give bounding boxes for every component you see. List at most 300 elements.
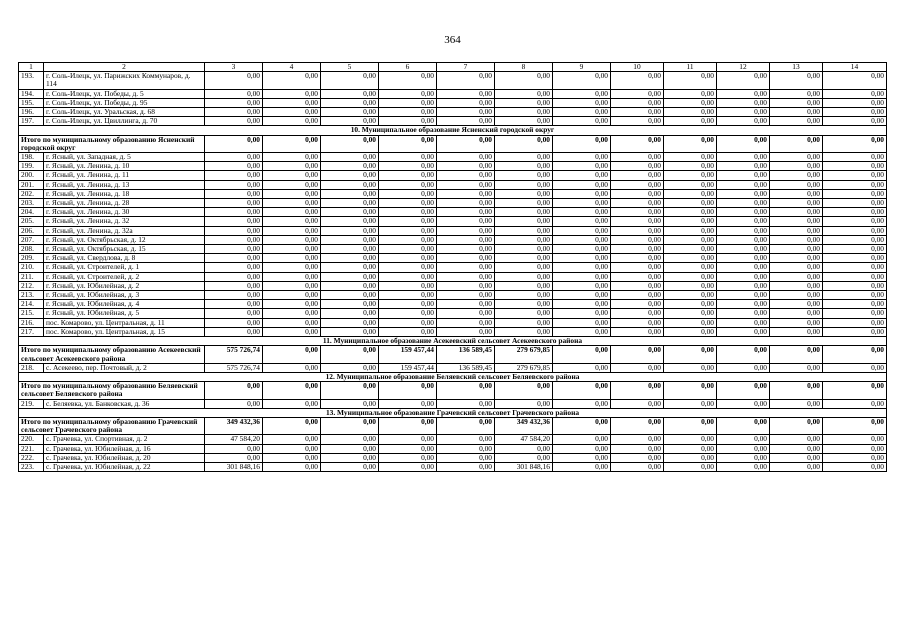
- value-cell: 0,00: [263, 117, 321, 126]
- address-cell: с. Грачевка, ул. Юбилейная, д. 22: [44, 462, 205, 471]
- value-cell: 0,00: [823, 346, 887, 363]
- total-label: Итого по муниципальному образованию Асекеевский сельсовет Асекеевского района: [19, 346, 205, 363]
- value-cell: 47 584,20: [495, 435, 553, 444]
- value-cell: 0,00: [611, 346, 664, 363]
- value-cell: 0,00: [770, 453, 823, 462]
- value-cell: 0,00: [717, 281, 770, 290]
- value-cell: 0,00: [553, 327, 611, 336]
- value-cell: 0,00: [717, 399, 770, 408]
- value-cell: 0,00: [823, 435, 887, 444]
- value-cell: 0,00: [717, 254, 770, 263]
- value-cell: 0,00: [611, 399, 664, 408]
- address-cell: с. Грачевка, ул. Спортивная, д. 2: [44, 435, 205, 444]
- value-cell: 0,00: [263, 263, 321, 272]
- value-cell: 0,00: [263, 291, 321, 300]
- row-number: 222.: [19, 453, 44, 462]
- value-cell: 301 848,16: [205, 462, 263, 471]
- value-cell: 0,00: [437, 108, 495, 117]
- value-cell: 0,00: [717, 117, 770, 126]
- table-row: [19, 226, 887, 235]
- value-cell: 0,00: [611, 98, 664, 107]
- value-cell: 0,00: [770, 444, 823, 453]
- value-cell: 0,00: [495, 180, 553, 189]
- value-cell: 0,00: [611, 108, 664, 117]
- value-cell: 0,00: [379, 89, 437, 98]
- value-cell: 0,00: [770, 199, 823, 208]
- value-cell: 0,00: [664, 217, 717, 226]
- col-header-2: 2: [44, 63, 205, 72]
- page-number: 364: [444, 34, 461, 46]
- value-cell: 0,00: [611, 153, 664, 162]
- value-cell: 0,00: [553, 135, 611, 152]
- header-row: [19, 63, 887, 72]
- row-number: 203.: [19, 199, 44, 208]
- row-number: 197.: [19, 117, 44, 126]
- value-cell: 0,00: [495, 254, 553, 263]
- value-cell: 0,00: [664, 89, 717, 98]
- value-cell: 0,00: [611, 444, 664, 453]
- table-row: [19, 462, 887, 471]
- value-cell: 0,00: [205, 318, 263, 327]
- total-label: Итого по муниципальному образованию Ясненский городской округ: [19, 135, 205, 152]
- value-cell: 0,00: [379, 226, 437, 235]
- value-cell: 0,00: [611, 417, 664, 434]
- value-cell: 0,00: [205, 226, 263, 235]
- value-cell: 0,00: [717, 346, 770, 363]
- value-cell: 0,00: [437, 162, 495, 171]
- value-cell: 0,00: [717, 189, 770, 198]
- value-cell: 0,00: [717, 382, 770, 399]
- value-cell: 0,00: [770, 235, 823, 244]
- col-header-9: 9: [553, 63, 611, 72]
- value-cell: 0,00: [263, 226, 321, 235]
- value-cell: 0,00: [437, 417, 495, 434]
- value-cell: 0,00: [823, 135, 887, 152]
- value-cell: 279 679,85: [495, 363, 553, 372]
- value-cell: 0,00: [823, 217, 887, 226]
- value-cell: 0,00: [717, 309, 770, 318]
- value-cell: 0,00: [379, 153, 437, 162]
- value-cell: 0,00: [379, 245, 437, 254]
- row-number: 201.: [19, 180, 44, 189]
- row-number: 202.: [19, 189, 44, 198]
- col-header-1: 1: [19, 63, 44, 72]
- section-row: [19, 337, 887, 346]
- value-cell: 0,00: [205, 180, 263, 189]
- total-row: [19, 382, 887, 399]
- value-cell: 159 457,44: [379, 363, 437, 372]
- section-row: [19, 372, 887, 381]
- table-row: [19, 180, 887, 189]
- value-cell: 0,00: [553, 382, 611, 399]
- value-cell: 0,00: [495, 89, 553, 98]
- value-cell: 0,00: [437, 199, 495, 208]
- value-cell: 0,00: [770, 300, 823, 309]
- value-cell: 0,00: [664, 117, 717, 126]
- value-cell: 0,00: [263, 199, 321, 208]
- value-cell: 0,00: [664, 281, 717, 290]
- value-cell: 0,00: [495, 444, 553, 453]
- value-cell: 0,00: [664, 162, 717, 171]
- value-cell: 0,00: [321, 208, 379, 217]
- value-cell: 0,00: [263, 318, 321, 327]
- section-row: [19, 408, 887, 417]
- section-title: 11. Муниципальное образование Асекеевский сельсовет Асекеевского района: [19, 337, 887, 346]
- value-cell: 0,00: [437, 189, 495, 198]
- value-cell: 0,00: [321, 180, 379, 189]
- value-cell: 0,00: [379, 162, 437, 171]
- value-cell: 0,00: [379, 444, 437, 453]
- value-cell: 0,00: [770, 382, 823, 399]
- address-cell: г. Ясный, ул. Свердлова, д. 8: [44, 254, 205, 263]
- table-row: [19, 327, 887, 336]
- value-cell: 0,00: [437, 318, 495, 327]
- value-cell: 0,00: [263, 444, 321, 453]
- value-cell: 0,00: [379, 435, 437, 444]
- value-cell: 0,00: [495, 98, 553, 107]
- value-cell: 575 726,74: [205, 363, 263, 372]
- value-cell: 0,00: [664, 199, 717, 208]
- value-cell: 0,00: [263, 281, 321, 290]
- value-cell: 0,00: [770, 135, 823, 152]
- row-number: 213.: [19, 291, 44, 300]
- value-cell: 0,00: [495, 281, 553, 290]
- value-cell: 0,00: [437, 291, 495, 300]
- address-cell: г. Ясный, ул. Юбилейная, д. 4: [44, 300, 205, 309]
- value-cell: 0,00: [717, 171, 770, 180]
- value-cell: 0,00: [823, 453, 887, 462]
- value-cell: 0,00: [823, 263, 887, 272]
- value-cell: 0,00: [495, 226, 553, 235]
- row-number: 195.: [19, 98, 44, 107]
- value-cell: 0,00: [823, 153, 887, 162]
- value-cell: 0,00: [553, 199, 611, 208]
- address-cell: пос. Комарово, ул. Центральная, д. 11: [44, 318, 205, 327]
- value-cell: 0,00: [611, 327, 664, 336]
- value-cell: 0,00: [321, 462, 379, 471]
- value-cell: 0,00: [437, 98, 495, 107]
- value-cell: 0,00: [611, 199, 664, 208]
- value-cell: 0,00: [263, 208, 321, 217]
- value-cell: 0,00: [379, 382, 437, 399]
- address-cell: г. Ясный, ул. Юбилейная, д. 3: [44, 291, 205, 300]
- value-cell: 0,00: [553, 263, 611, 272]
- value-cell: 0,00: [664, 453, 717, 462]
- value-cell: 0,00: [770, 72, 823, 89]
- value-cell: 0,00: [437, 435, 495, 444]
- address-cell: г. Соль-Илецк, ул. Уральская, д. 68: [44, 108, 205, 117]
- col-header-7: 7: [437, 63, 495, 72]
- data-table: [18, 62, 887, 472]
- table-row: [19, 72, 887, 89]
- row-number: 207.: [19, 235, 44, 244]
- value-cell: 0,00: [770, 189, 823, 198]
- total-row: [19, 346, 887, 363]
- table-row: [19, 217, 887, 226]
- address-cell: г. Ясный, ул. Юбилейная, д. 2: [44, 281, 205, 290]
- value-cell: 0,00: [495, 217, 553, 226]
- value-cell: 0,00: [495, 272, 553, 281]
- address-cell: г. Ясный, ул. Ленина, д. 30: [44, 208, 205, 217]
- address-cell: г. Ясный, ул. Ленина, д. 32а: [44, 226, 205, 235]
- value-cell: 0,00: [611, 208, 664, 217]
- row-number: 221.: [19, 444, 44, 453]
- value-cell: 0,00: [263, 300, 321, 309]
- table-row: [19, 309, 887, 318]
- section-title: 12. Муниципальное образование Беляевский сельсовет Беляевского района: [19, 372, 887, 381]
- value-cell: 0,00: [205, 189, 263, 198]
- value-cell: 0,00: [717, 444, 770, 453]
- value-cell: 0,00: [717, 199, 770, 208]
- value-cell: 0,00: [437, 263, 495, 272]
- value-cell: 0,00: [321, 108, 379, 117]
- value-cell: 0,00: [321, 254, 379, 263]
- value-cell: 0,00: [263, 180, 321, 189]
- value-cell: 0,00: [379, 199, 437, 208]
- value-cell: 0,00: [205, 108, 263, 117]
- address-cell: г. Соль-Илецк, ул. Цвиллинга, д. 70: [44, 117, 205, 126]
- value-cell: 0,00: [379, 263, 437, 272]
- value-cell: 0,00: [437, 171, 495, 180]
- value-cell: 0,00: [611, 245, 664, 254]
- value-cell: 0,00: [437, 217, 495, 226]
- address-cell: г. Ясный, ул. Октябрьская, д. 15: [44, 245, 205, 254]
- value-cell: 0,00: [823, 309, 887, 318]
- value-cell: 0,00: [717, 435, 770, 444]
- value-cell: 0,00: [321, 245, 379, 254]
- value-cell: 0,00: [823, 291, 887, 300]
- value-cell: 0,00: [379, 208, 437, 217]
- value-cell: 0,00: [664, 309, 717, 318]
- value-cell: 0,00: [379, 453, 437, 462]
- value-cell: 0,00: [664, 327, 717, 336]
- address-cell: г. Соль-Илецк, ул. Победы, д. 95: [44, 98, 205, 107]
- value-cell: 0,00: [823, 208, 887, 217]
- value-cell: 349 432,36: [495, 417, 553, 434]
- value-cell: 0,00: [553, 208, 611, 217]
- value-cell: 136 589,45: [437, 363, 495, 372]
- value-cell: 0,00: [664, 226, 717, 235]
- value-cell: 0,00: [205, 199, 263, 208]
- value-cell: 0,00: [437, 281, 495, 290]
- value-cell: 0,00: [263, 435, 321, 444]
- value-cell: 0,00: [823, 98, 887, 107]
- value-cell: 0,00: [717, 89, 770, 98]
- value-cell: 0,00: [379, 235, 437, 244]
- row-number: 199.: [19, 162, 44, 171]
- value-cell: 0,00: [770, 346, 823, 363]
- value-cell: 0,00: [437, 226, 495, 235]
- value-cell: 0,00: [770, 263, 823, 272]
- value-cell: 136 589,45: [437, 346, 495, 363]
- value-cell: 0,00: [717, 72, 770, 89]
- value-cell: 0,00: [717, 417, 770, 434]
- value-cell: 0,00: [205, 300, 263, 309]
- value-cell: 0,00: [205, 281, 263, 290]
- value-cell: 0,00: [263, 108, 321, 117]
- row-number: 198.: [19, 153, 44, 162]
- value-cell: 0,00: [379, 417, 437, 434]
- table-row: [19, 153, 887, 162]
- value-cell: 0,00: [823, 417, 887, 434]
- row-number: 205.: [19, 217, 44, 226]
- row-number: 217.: [19, 327, 44, 336]
- row-number: 212.: [19, 281, 44, 290]
- value-cell: 0,00: [205, 217, 263, 226]
- value-cell: 0,00: [664, 462, 717, 471]
- value-cell: 0,00: [263, 453, 321, 462]
- value-cell: 0,00: [205, 453, 263, 462]
- value-cell: 0,00: [495, 72, 553, 89]
- table-row: [19, 235, 887, 244]
- total-label: Итого по муниципальному образованию Беляевский сельсовет Беляевского района: [19, 382, 205, 399]
- value-cell: 0,00: [437, 327, 495, 336]
- value-cell: 0,00: [664, 245, 717, 254]
- value-cell: 0,00: [717, 291, 770, 300]
- value-cell: 0,00: [263, 399, 321, 408]
- value-cell: 0,00: [263, 272, 321, 281]
- value-cell: 0,00: [379, 318, 437, 327]
- value-cell: 0,00: [205, 382, 263, 399]
- table-row: [19, 108, 887, 117]
- value-cell: 0,00: [321, 89, 379, 98]
- value-cell: 0,00: [553, 153, 611, 162]
- table-row: [19, 453, 887, 462]
- value-cell: 0,00: [664, 300, 717, 309]
- value-cell: 0,00: [379, 189, 437, 198]
- row-number: 200.: [19, 171, 44, 180]
- address-cell: г. Ясный, ул. Октябрьская, д. 12: [44, 235, 205, 244]
- value-cell: 0,00: [321, 263, 379, 272]
- value-cell: 0,00: [553, 462, 611, 471]
- value-cell: 0,00: [823, 180, 887, 189]
- value-cell: 0,00: [717, 208, 770, 217]
- value-cell: 0,00: [823, 108, 887, 117]
- value-cell: 0,00: [379, 217, 437, 226]
- value-cell: 0,00: [263, 89, 321, 98]
- value-cell: 0,00: [321, 435, 379, 444]
- value-cell: 0,00: [437, 309, 495, 318]
- value-cell: 0,00: [770, 98, 823, 107]
- value-cell: 0,00: [321, 98, 379, 107]
- value-cell: 0,00: [379, 272, 437, 281]
- value-cell: 0,00: [553, 245, 611, 254]
- value-cell: 0,00: [664, 382, 717, 399]
- value-cell: 0,00: [553, 180, 611, 189]
- address-cell: г. Ясный, ул. Строителей, д. 1: [44, 263, 205, 272]
- value-cell: 0,00: [664, 417, 717, 434]
- value-cell: 0,00: [823, 171, 887, 180]
- value-cell: 0,00: [205, 162, 263, 171]
- value-cell: 0,00: [770, 217, 823, 226]
- value-cell: 0,00: [823, 189, 887, 198]
- col-header-5: 5: [321, 63, 379, 72]
- value-cell: 0,00: [205, 327, 263, 336]
- value-cell: 0,00: [553, 254, 611, 263]
- value-cell: 0,00: [205, 135, 263, 152]
- value-cell: 0,00: [263, 327, 321, 336]
- value-cell: 0,00: [553, 108, 611, 117]
- value-cell: 0,00: [379, 171, 437, 180]
- value-cell: 0,00: [823, 72, 887, 89]
- value-cell: 0,00: [553, 98, 611, 107]
- value-cell: 0,00: [770, 281, 823, 290]
- value-cell: 0,00: [321, 453, 379, 462]
- value-cell: 0,00: [553, 235, 611, 244]
- address-cell: с. Грачевка, ул. Юбилейная, д. 16: [44, 444, 205, 453]
- value-cell: 0,00: [379, 180, 437, 189]
- address-cell: г. Ясный, ул. Ленина, д. 18: [44, 189, 205, 198]
- value-cell: 0,00: [553, 272, 611, 281]
- value-cell: 0,00: [717, 180, 770, 189]
- value-cell: 0,00: [553, 300, 611, 309]
- value-cell: 0,00: [321, 117, 379, 126]
- value-cell: 0,00: [770, 399, 823, 408]
- value-cell: 0,00: [823, 245, 887, 254]
- value-cell: 0,00: [437, 235, 495, 244]
- value-cell: 0,00: [437, 453, 495, 462]
- value-cell: 0,00: [611, 363, 664, 372]
- value-cell: 0,00: [611, 291, 664, 300]
- value-cell: 0,00: [611, 263, 664, 272]
- value-cell: 575 726,74: [205, 346, 263, 363]
- value-cell: 0,00: [321, 382, 379, 399]
- value-cell: 0,00: [553, 309, 611, 318]
- total-row: [19, 135, 887, 152]
- value-cell: 0,00: [437, 382, 495, 399]
- value-cell: 0,00: [611, 180, 664, 189]
- value-cell: 0,00: [717, 162, 770, 171]
- table-row: [19, 363, 887, 372]
- row-number: 214.: [19, 300, 44, 309]
- row-number: 206.: [19, 226, 44, 235]
- value-cell: 0,00: [495, 453, 553, 462]
- value-cell: 0,00: [495, 199, 553, 208]
- table-row: [19, 318, 887, 327]
- value-cell: 0,00: [823, 444, 887, 453]
- value-cell: 0,00: [379, 72, 437, 89]
- value-cell: 0,00: [205, 444, 263, 453]
- value-cell: 0,00: [553, 417, 611, 434]
- row-number: 210.: [19, 263, 44, 272]
- value-cell: 0,00: [611, 309, 664, 318]
- value-cell: 0,00: [664, 171, 717, 180]
- value-cell: 0,00: [321, 291, 379, 300]
- address-cell: г. Ясный, ул. Ленина, д. 13: [44, 180, 205, 189]
- value-cell: 0,00: [823, 117, 887, 126]
- value-cell: 0,00: [379, 399, 437, 408]
- col-header-6: 6: [379, 63, 437, 72]
- value-cell: 0,00: [553, 435, 611, 444]
- value-cell: 0,00: [823, 199, 887, 208]
- value-cell: 0,00: [495, 135, 553, 152]
- value-cell: 0,00: [611, 89, 664, 98]
- value-cell: 0,00: [495, 235, 553, 244]
- value-cell: 349 432,36: [205, 417, 263, 434]
- value-cell: 0,00: [437, 135, 495, 152]
- value-cell: 0,00: [321, 135, 379, 152]
- value-cell: 0,00: [321, 226, 379, 235]
- value-cell: 0,00: [717, 108, 770, 117]
- table-row: [19, 399, 887, 408]
- value-cell: 0,00: [611, 217, 664, 226]
- value-cell: 0,00: [263, 417, 321, 434]
- address-cell: с. Асекеево, пер. Почтовый, д. 2: [44, 363, 205, 372]
- value-cell: 301 848,16: [495, 462, 553, 471]
- value-cell: 0,00: [437, 272, 495, 281]
- value-cell: 0,00: [321, 72, 379, 89]
- value-cell: 0,00: [437, 245, 495, 254]
